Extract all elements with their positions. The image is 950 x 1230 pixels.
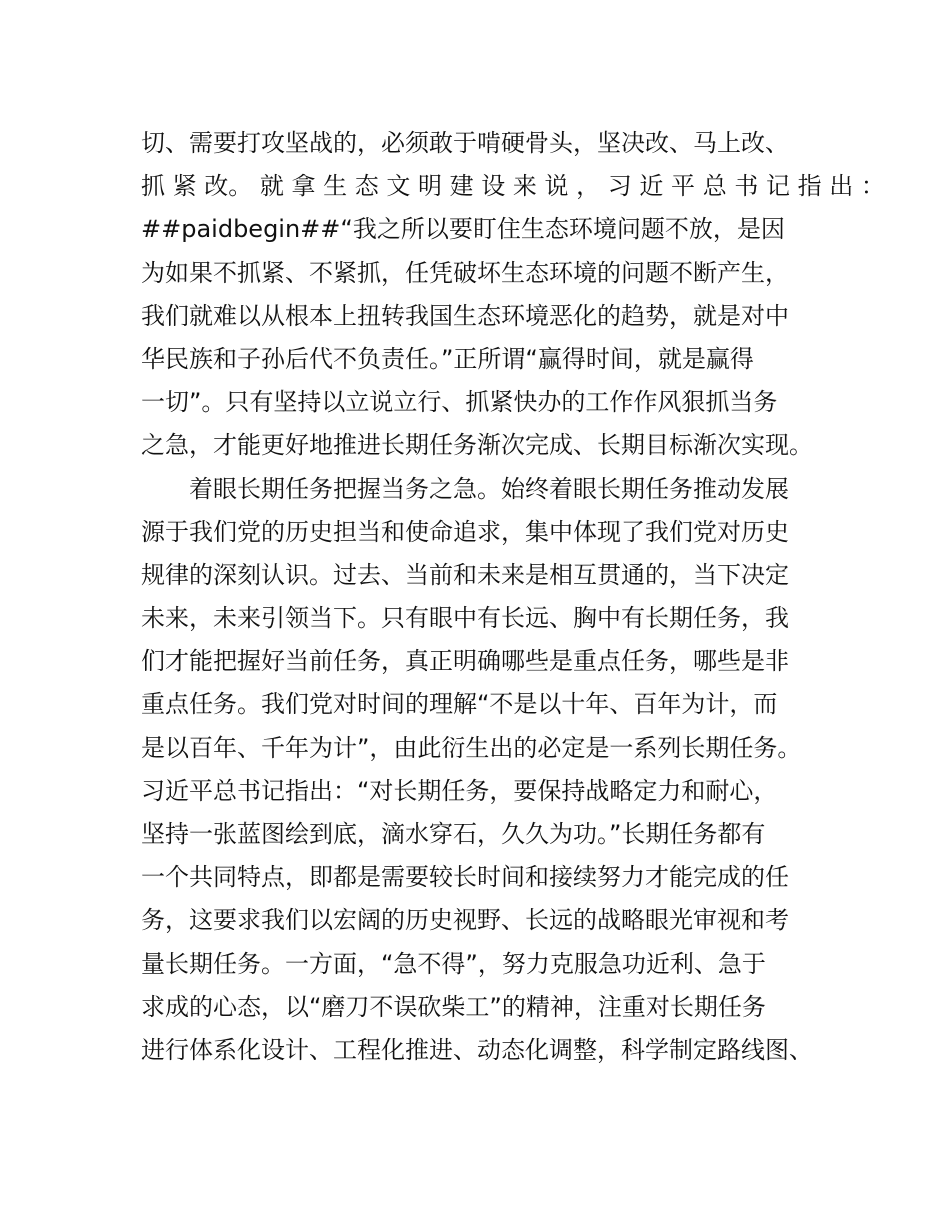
paragraph-first-line: 着眼长期任务把握当务之急。始终着眼长期任务推动发展 [189, 474, 789, 503]
paragraph-line: 我们就难以从根本上扭转我国生态环境恶化的趋势，就是对中 [141, 301, 789, 330]
paragraph-line: 一切”。只有坚持以立说立行、抓紧快办的工作作风狠抓当务 [141, 388, 778, 417]
paragraph-line: 坚持一张蓝图绘到底，滴水穿石，久久为功。”长期任务都有 [141, 820, 766, 848]
paragraph-line: 为如果不抓紧、不紧抓，任凭破坏生态环境的问题不断产生， [141, 258, 789, 287]
paragraph-line: 量长期任务。一方面，“急不得”，努力克服急功近利、急于 [141, 949, 766, 978]
paragraph-2 [141, 468, 841, 1073]
paragraph-line: 重点任务。我们党对时间的理解“不是以十年、百年为计，而 [141, 690, 778, 719]
paragraph-line: 抓 紧 改。 就 拿 生 态 文 明 建 设 来 说 ， 习 近 平 总 书 记 指 出 ： [141, 172, 885, 201]
paragraph-line: 是以百年、千年为计”，由此衍生出的必定是一系列长期任务。 [141, 733, 802, 762]
paragraph-line: 习近平总书记指出：“对长期任务，要保持战略定力和耐心， [141, 776, 778, 805]
paragraph-line: 之急，才能更好地推进长期任务渐次完成、长期目标渐次实现。 [141, 431, 813, 460]
paragraph-1 [141, 122, 885, 468]
paragraph-line: 规律的深刻认识。过去、当前和未来是相互贯通的，当下决定 [141, 560, 789, 589]
paragraph-line: 华民族和子孙后代不负责任。”正所谓“赢得时间，就是赢得 [141, 344, 754, 373]
paragraph-line: ##paidbegin##“我之所以要盯住生态环境问题不放，是因 [141, 215, 785, 244]
paragraph-line: 未来，未来引领当下。只有眼中有长远、胸中有长期任务，我 [141, 604, 789, 633]
paragraph-line: 源于我们党的历史担当和使命追求，集中体现了我们党对历史 [141, 517, 789, 546]
paragraph-line: 切、需要打攻坚战的，必须敢于啃硬骨头，坚决改、马上改、 [141, 129, 789, 157]
paragraph-line: 进行体系化设计、工程化推进、动态化调整，科学制定路线图、 [141, 1035, 813, 1064]
paragraph-line: 务，这要求我们以宏阔的历史视野、长远的战略眼光审视和考 [141, 906, 789, 935]
document-body [141, 122, 885, 1072]
paragraph-line: 求成的心态，以“磨刀不误砍柴工”的精神，注重对长期任务 [141, 992, 766, 1021]
paragraph-line: 一个共同特点，即都是需要较长时间和接续努力才能完成的任 [141, 863, 789, 892]
paragraph-line: 们才能把握好当前任务，真正明确哪些是重点任务，哪些是非 [141, 647, 789, 676]
